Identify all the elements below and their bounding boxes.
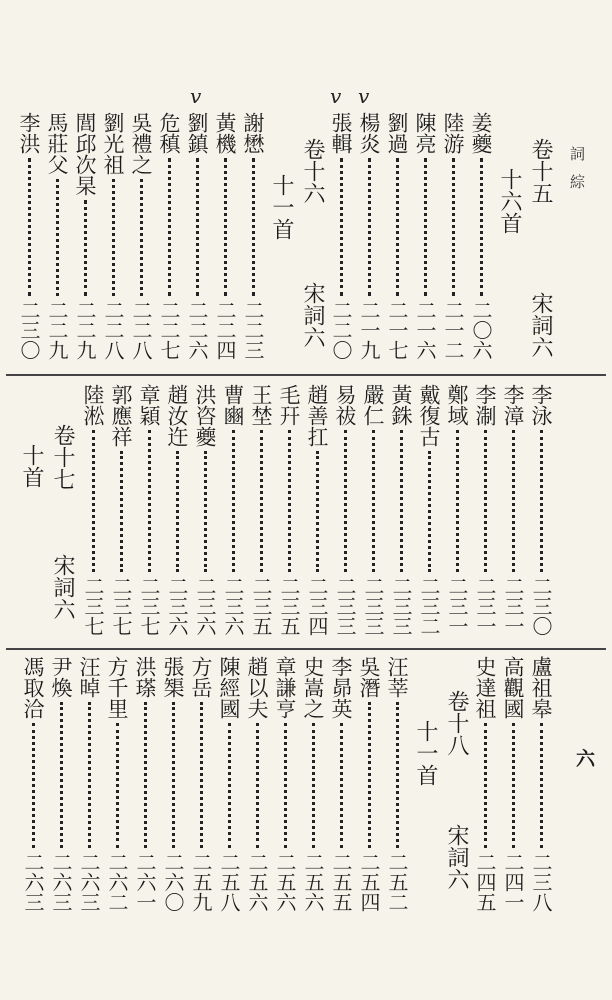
poem-count: 十一首	[269, 174, 294, 240]
entry	[164, 384, 190, 636]
entry	[76, 656, 102, 912]
entry	[240, 112, 266, 360]
leader-dots	[116, 723, 119, 848]
entry	[72, 112, 98, 360]
leader-dots	[28, 158, 31, 296]
author-name: 洪咨夔	[193, 384, 217, 447]
entry	[100, 112, 126, 360]
page-ref: 二六三	[49, 852, 73, 912]
entry	[192, 384, 218, 636]
page-ref: 二三一	[445, 576, 469, 636]
page-ref: 二一七	[385, 300, 409, 360]
page-ref: 二五八	[217, 852, 241, 912]
entry	[328, 656, 354, 912]
author-name: 陸游	[441, 112, 465, 154]
author-name: 盧祖皋	[529, 656, 553, 719]
author-name: 李洪	[17, 112, 41, 154]
page-ref: 二五四	[357, 852, 381, 912]
leader-dots	[340, 723, 343, 848]
page-ref: 二二六	[185, 300, 209, 360]
page-ref: 二三〇	[529, 576, 553, 636]
entry	[500, 656, 526, 912]
author-name: 劉光祖	[101, 112, 125, 175]
page-ref: 二三七	[81, 576, 105, 636]
entry	[444, 384, 470, 636]
page-ref: 二〇六	[469, 300, 493, 360]
page-ref: 二二七	[157, 300, 181, 360]
volume-name: 卷十八	[444, 690, 469, 756]
leader-dots	[372, 430, 375, 572]
author-name: 洪瑹	[133, 656, 157, 698]
author-name: 黃機	[213, 112, 237, 154]
entry	[272, 656, 298, 912]
author-name: 李昴英	[329, 656, 353, 719]
author-name: 陳經國	[217, 656, 241, 719]
page-ref: 二五九	[189, 852, 213, 912]
leader-dots	[256, 723, 259, 848]
author-name: 方岳	[189, 656, 213, 698]
entry	[300, 656, 326, 912]
entry	[216, 656, 242, 912]
author-name: 謝懋	[241, 112, 265, 154]
leader-dots	[60, 702, 63, 848]
entry	[44, 112, 70, 360]
leader-dots	[148, 430, 151, 572]
page-ref: 二三一	[473, 576, 497, 636]
author-name: 尹煥	[49, 656, 73, 698]
author-name: 汪莘	[385, 656, 409, 698]
volume-heading	[296, 138, 326, 348]
page-ref: 二六一	[133, 852, 157, 912]
author-name: 馮取洽	[21, 656, 45, 719]
page-ref: 二三七	[109, 576, 133, 636]
entry	[500, 384, 526, 636]
entry	[472, 656, 498, 912]
entry	[384, 656, 410, 912]
leader-dots	[260, 430, 263, 572]
page-ref: 二四一	[501, 852, 525, 912]
page-ref: 二六〇	[161, 852, 185, 912]
leader-dots	[512, 723, 515, 848]
author-name: 吳潛	[357, 656, 381, 698]
page-ref: 二三五	[249, 576, 273, 636]
volume-heading	[440, 690, 470, 890]
page-ref: 二三六	[165, 576, 189, 636]
author-name: 劉過	[385, 112, 409, 154]
entry	[220, 384, 246, 636]
entry	[104, 656, 130, 912]
leader-dots	[176, 451, 179, 572]
page-ref: 二五六	[301, 852, 325, 912]
entry	[360, 384, 386, 636]
check-mark: v	[358, 84, 370, 108]
entry	[388, 384, 414, 636]
page-ref: 二五五	[329, 852, 353, 912]
page-ref: 二六二	[105, 852, 129, 912]
section-3	[0, 656, 612, 914]
entry	[356, 112, 382, 360]
page-ref: 二三〇	[17, 300, 41, 360]
entry	[184, 112, 210, 360]
author-name: 史達祖	[473, 656, 497, 719]
page-ref: 二五二	[385, 852, 409, 912]
leader-dots	[56, 179, 59, 296]
page-ref: 二二〇	[329, 300, 353, 360]
entry	[48, 656, 74, 912]
page-ref: 二三三	[333, 576, 357, 636]
volume-category: 宋詞六	[300, 282, 325, 348]
entry	[416, 384, 442, 636]
leader-dots	[144, 702, 147, 848]
leader-dots	[396, 702, 399, 848]
entry	[108, 384, 134, 636]
author-name: 黃銖	[389, 384, 413, 426]
entry	[468, 112, 494, 360]
author-name: 郭應祥	[109, 384, 133, 447]
entry	[472, 384, 498, 636]
volume-name: 卷十六	[300, 138, 325, 204]
author-name: 章謙亨	[273, 656, 297, 719]
page-ref: 二二九	[73, 300, 97, 360]
entry	[412, 112, 438, 360]
author-name: 趙以夫	[245, 656, 269, 719]
author-name: 鄭域	[445, 384, 469, 426]
section-2	[0, 384, 612, 638]
leader-dots	[452, 158, 455, 296]
entry	[156, 112, 182, 360]
entry	[332, 384, 358, 636]
page-ref: 二四五	[473, 852, 497, 912]
leader-dots	[368, 702, 371, 848]
leader-dots	[288, 430, 291, 572]
entry	[276, 384, 302, 636]
author-name: 趙善扛	[305, 384, 329, 447]
author-name: 毛幵	[277, 384, 301, 426]
author-name: 張輯	[329, 112, 353, 154]
leader-dots	[204, 451, 207, 572]
author-name: 方千里	[105, 656, 129, 719]
book-title: 詞 綜	[568, 146, 586, 193]
author-name: 史嵩之	[301, 656, 325, 719]
author-name: 楊炎	[357, 112, 381, 154]
leader-dots	[316, 451, 319, 572]
leader-dots	[400, 430, 403, 572]
author-name: 馬莊父	[45, 112, 69, 175]
author-name: 姜夔	[469, 112, 493, 154]
leader-dots	[344, 430, 347, 572]
author-name: 吳禮之	[129, 112, 153, 175]
leader-dots	[512, 430, 515, 572]
page-ref: 二三二	[417, 576, 441, 636]
check-mark: v	[190, 84, 202, 108]
author-name: 汪晫	[77, 656, 101, 698]
entry	[136, 384, 162, 636]
author-name: 李漳	[501, 384, 525, 426]
check-mark: v	[330, 84, 342, 108]
page-ref: 二三一	[501, 576, 525, 636]
leader-dots	[112, 179, 115, 296]
section-divider	[6, 648, 606, 650]
leader-dots	[284, 723, 287, 848]
entry	[440, 112, 466, 360]
entry	[528, 656, 554, 912]
leader-dots	[172, 702, 175, 848]
leader-dots	[168, 158, 171, 296]
entry	[20, 656, 46, 912]
entry	[304, 384, 330, 636]
page-ref: 二二八	[129, 300, 153, 360]
author-name: 陳亮	[413, 112, 437, 154]
page-number: 六	[576, 748, 596, 770]
author-name: 王埜	[249, 384, 273, 426]
leader-dots	[396, 158, 399, 296]
page-ref: 二二八	[101, 300, 125, 360]
author-name: 李淛	[473, 384, 497, 426]
leader-dots	[424, 158, 427, 296]
author-name: 閭邱次杲	[73, 112, 97, 196]
page-ref: 二三八	[529, 852, 553, 912]
leader-dots	[196, 158, 199, 296]
leader-dots	[84, 200, 87, 296]
entry	[188, 656, 214, 912]
page-ref: 二六三	[77, 852, 101, 912]
leader-dots	[200, 702, 203, 848]
leader-dots	[484, 430, 487, 572]
page-ref: 二一六	[413, 300, 437, 360]
author-name: 曹豳	[221, 384, 245, 426]
leader-dots	[540, 723, 543, 848]
author-name: 劉鎮	[185, 112, 209, 154]
author-name: 章穎	[137, 384, 161, 426]
author-name: 嚴仁	[361, 384, 385, 426]
leader-dots	[312, 723, 315, 848]
poem-count: 十一首	[413, 720, 438, 786]
entry	[244, 656, 270, 912]
leader-dots	[540, 430, 543, 572]
poem-count: 十六首	[497, 168, 522, 234]
leader-dots	[140, 179, 143, 296]
leader-dots	[480, 158, 483, 296]
page-ref: 二三六	[193, 576, 217, 636]
volume-category: 宋詞六	[50, 554, 75, 620]
author-name: 趙汝迕	[165, 384, 189, 447]
entry	[16, 112, 42, 360]
author-name: 李泳	[529, 384, 553, 426]
leader-dots	[484, 723, 487, 848]
leader-dots	[88, 702, 91, 848]
page-ref: 二一九	[357, 300, 381, 360]
entry	[528, 384, 554, 636]
volume-category: 宋詞六	[528, 292, 553, 358]
page-ref: 二三五	[277, 576, 301, 636]
page-ref: 二三三	[389, 576, 413, 636]
volume-name: 卷十七	[50, 424, 75, 490]
leader-dots	[456, 430, 459, 572]
leader-dots	[368, 158, 371, 296]
entry	[128, 112, 154, 360]
leader-dots	[340, 158, 343, 296]
page-ref: 二三三	[361, 576, 385, 636]
author-name: 戴復古	[417, 384, 441, 447]
volume-heading	[524, 138, 554, 358]
page-ref: 二二三	[241, 300, 265, 360]
entry	[356, 656, 382, 912]
page-ref: 二六三	[21, 852, 45, 912]
author-name: 易祓	[333, 384, 357, 426]
entry	[80, 384, 106, 636]
leader-dots	[224, 158, 227, 296]
page-ref: 二三四	[305, 576, 329, 636]
entry	[384, 112, 410, 360]
entry	[328, 112, 354, 360]
page-ref: 二五六	[273, 852, 297, 912]
entry	[132, 656, 158, 912]
section-divider	[6, 374, 606, 376]
page-ref: 二三七	[137, 576, 161, 636]
author-name: 危稹	[157, 112, 181, 154]
volume-heading	[46, 424, 76, 620]
leader-dots	[92, 430, 95, 572]
page-ref: 二五六	[245, 852, 269, 912]
volume-name: 卷十五	[528, 138, 553, 204]
poem-count: 十首	[19, 444, 44, 488]
entry	[248, 384, 274, 636]
section-1	[0, 112, 612, 366]
page-ref: 二二九	[45, 300, 69, 360]
volume-category: 宋詞六	[444, 824, 469, 890]
entry	[212, 112, 238, 360]
page-ref: 二一二	[441, 300, 465, 360]
leader-dots	[32, 723, 35, 848]
author-name: 張榘	[161, 656, 185, 698]
page-ref: 二二四	[213, 300, 237, 360]
leader-dots	[252, 158, 255, 296]
leader-dots	[120, 451, 123, 572]
leader-dots	[228, 723, 231, 848]
entry	[160, 656, 186, 912]
author-name: 陸淞	[81, 384, 105, 426]
leader-dots	[232, 430, 235, 572]
author-name: 高觀國	[501, 656, 525, 719]
leader-dots	[428, 451, 431, 572]
page-ref: 二三六	[221, 576, 245, 636]
